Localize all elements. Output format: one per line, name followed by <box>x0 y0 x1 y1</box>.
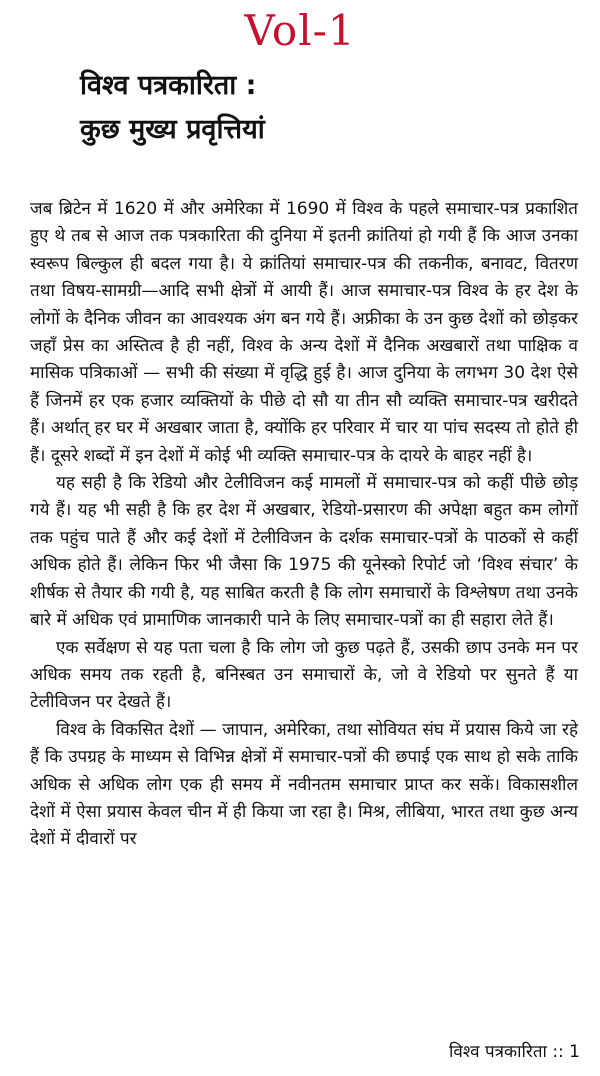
chapter-heading <box>80 64 265 152</box>
chapter-title-line-2: कुछ मुख्य प्रवृत्तियां <box>80 114 265 145</box>
volume-label: Vol-1 <box>244 6 356 55</box>
paragraph-2: यह सही है कि रेडियो और टेलीविजन कई मामलों में समाचार-पत्र को कहीं पीछे छोड़ गये हैं। यह भी सही है कि हर देश में अखबार, रेडियो-प्रसारण की अपेक्षा बहुत कम लोगों तक पहुंच पाते हैं और कई देशों में टेलीविजन के दर्शक समाचार-पत्रों के पाठकों से कहीं अधिक होते हैं। लेकिन फिर भी जैसा कि 1975 की यूनेस्को रिपोर्ट जो ‘विश्व संचार’ के शीर्षक से तैयार की गयी है, यह साबित करती है कि लोग समाचारों के विश्लेषण तथा उनके बारे में अधिक एवं प्रामाणिक जानकारी पाने के लिए समाचार-पत्रों का ही सहारा लेते हैं। <box>30 473 578 631</box>
page-footer: विश्व पत्रकारिता :: 1 <box>449 1042 580 1062</box>
chapter-title-line-1: विश्व पत्रकारिता : <box>80 70 257 101</box>
body-text <box>30 196 578 854</box>
paragraph-1: जब ब्रिटेन में 1620 में और अमेरिका में 1690 में विश्व के पहले समाचार-पत्र प्रकाशित हुए थे तब से आज तक पत्रकारिता की दुनिया में इतनी क्रांतियां हो गयी हैं कि आज उनका स्वरूप बिल्कुल ही बदल गया है। ये क्रांतियां समाचार-पत्र की तकनीक, बनावट, वितरण तथा विषय-सामग्री—आदि सभी क्षेत्रों में आयी हैं। आज समाचार-पत्र विश्व के हर देश के लोगों के दैनिक जीवन का आवश्यक अंग बन गये हैं। अफ्रीका के उन कुछ देशों को छोड़कर जहाँ प्रेस का अस्तित्व है ही नहीं, विश्व के अन्य देशों में दैनिक अखबारों तथा पाक्षिक व मासिक पत्रिकाओं — सभी की संख्या में वृद्धि हुई है। आज दुनिया के लगभग 30 देश ऐसे हैं जिनमें हर एक हजार व्यक्तियों के पीछे दो सौ या तीन सौ व्यक्ति समाचार-पत्र खरीदते हैं। अर्थात् हर घर में अखबार जाता है, क्योंकि हर परिवार में चार या पांच सदस्य तो होते ही हैं। दूसरे शब्दों में इन देशों में कोई भी व्यक्ति समाचार-पत्र के दायरे के बाहर नहीं है। <box>30 199 578 466</box>
paragraph-3: एक सर्वेक्षण से यह पता चला है कि लोग जो कुछ पढ़ते हैं, उसकी छाप उनके मन पर अधिक समय तक रहती है, बनिस्बत उन समाचारों के, जो वे रेडियो पर सुनते हैं या टेलीविजन पर देखते हैं। <box>30 637 578 713</box>
paragraph-4: विश्व के विकसित देशों — जापान, अमेरिका, तथा सोवियत संघ में प्रयास किये जा रहे हैं कि उपग्रह के माध्यम से विभिन्न क्षेत्रों में समाचार-पत्रों की छपाई एक साथ हो सके ताकि अधिक से अधिक लोग एक ही समय में नवीनतम समाचार प्राप्त कर सकें। विकासशील देशों में ऐसा प्रयास केवल चीन में ही किया जा रहा है। मिश्र, लीबिया, भारत तथा कुछ अन्य देशों में दीवारों पर <box>30 719 578 850</box>
